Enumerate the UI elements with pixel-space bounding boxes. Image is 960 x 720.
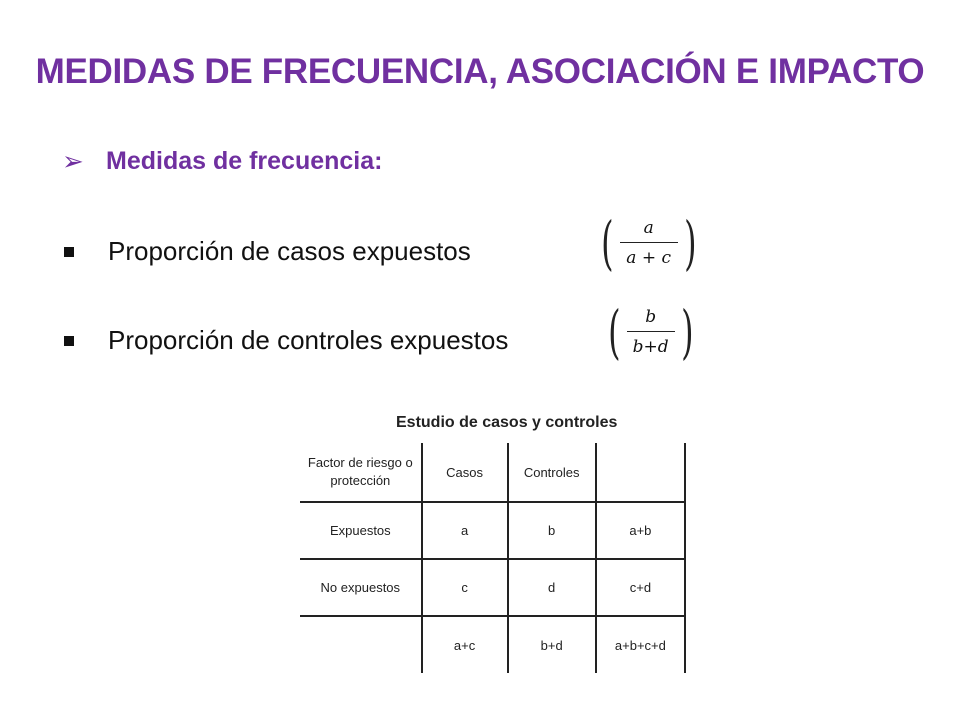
- square-bullet-icon: [64, 336, 74, 346]
- table-row: [300, 502, 685, 559]
- table-cell: No expuestos: [300, 559, 422, 616]
- fraction: [626, 306, 676, 358]
- formula-cases-exposed: [596, 209, 701, 277]
- right-paren-icon: ): [683, 209, 697, 277]
- table-row: [300, 616, 685, 673]
- bullet-item: [62, 236, 471, 267]
- slide-title: MEDIDAS DE FRECUENCIA, ASOCIACIÓN E IMPACTO: [35, 52, 925, 91]
- table-cell: a+b: [596, 502, 685, 559]
- fraction-bar: [627, 331, 675, 332]
- left-paren-icon: (: [601, 209, 614, 277]
- table-cell: a+b+c+d: [596, 616, 685, 673]
- table-cell: b: [508, 502, 596, 559]
- formula-controls-exposed: [603, 298, 698, 366]
- table-cell: [300, 616, 422, 673]
- right-paren-icon: ): [680, 298, 694, 366]
- table-cell: a: [422, 502, 508, 559]
- bullet-item: [62, 325, 508, 356]
- formula-denominator: b+d: [632, 337, 669, 357]
- table-cell: d: [508, 559, 596, 616]
- table-header-cell: Factor de riesgo o protección: [300, 443, 422, 502]
- table-cell: b+d: [508, 616, 596, 673]
- table-header-row: [300, 443, 685, 502]
- formula-denominator: a + c: [626, 248, 671, 268]
- bullet-text: Proporción de casos expuestos: [108, 236, 471, 266]
- section-heading: [62, 146, 382, 177]
- left-paren-icon: (: [608, 298, 621, 366]
- table-row: [300, 559, 685, 616]
- section-label: Medidas de frecuencia:: [106, 147, 383, 175]
- fraction: [619, 217, 679, 269]
- table-cell: c+d: [596, 559, 685, 616]
- table-cell: Expuestos: [300, 502, 422, 559]
- table-cell: a+c: [422, 616, 508, 673]
- contingency-table: [300, 443, 686, 673]
- table-header-cell: Controles: [508, 443, 596, 502]
- table-caption: Estudio de casos y controles: [396, 414, 618, 431]
- formula-numerator: b: [645, 307, 657, 327]
- table-header-cell: Casos: [422, 443, 508, 502]
- square-bullet-icon: [64, 247, 74, 257]
- formula-numerator: a: [643, 218, 654, 238]
- bullet-text: Proporción de controles expuestos: [108, 325, 509, 355]
- arrow-bullet-icon: ➢: [62, 146, 84, 176]
- table-header-cell: [596, 443, 685, 502]
- table-cell: c: [422, 559, 508, 616]
- fraction-bar: [620, 242, 678, 243]
